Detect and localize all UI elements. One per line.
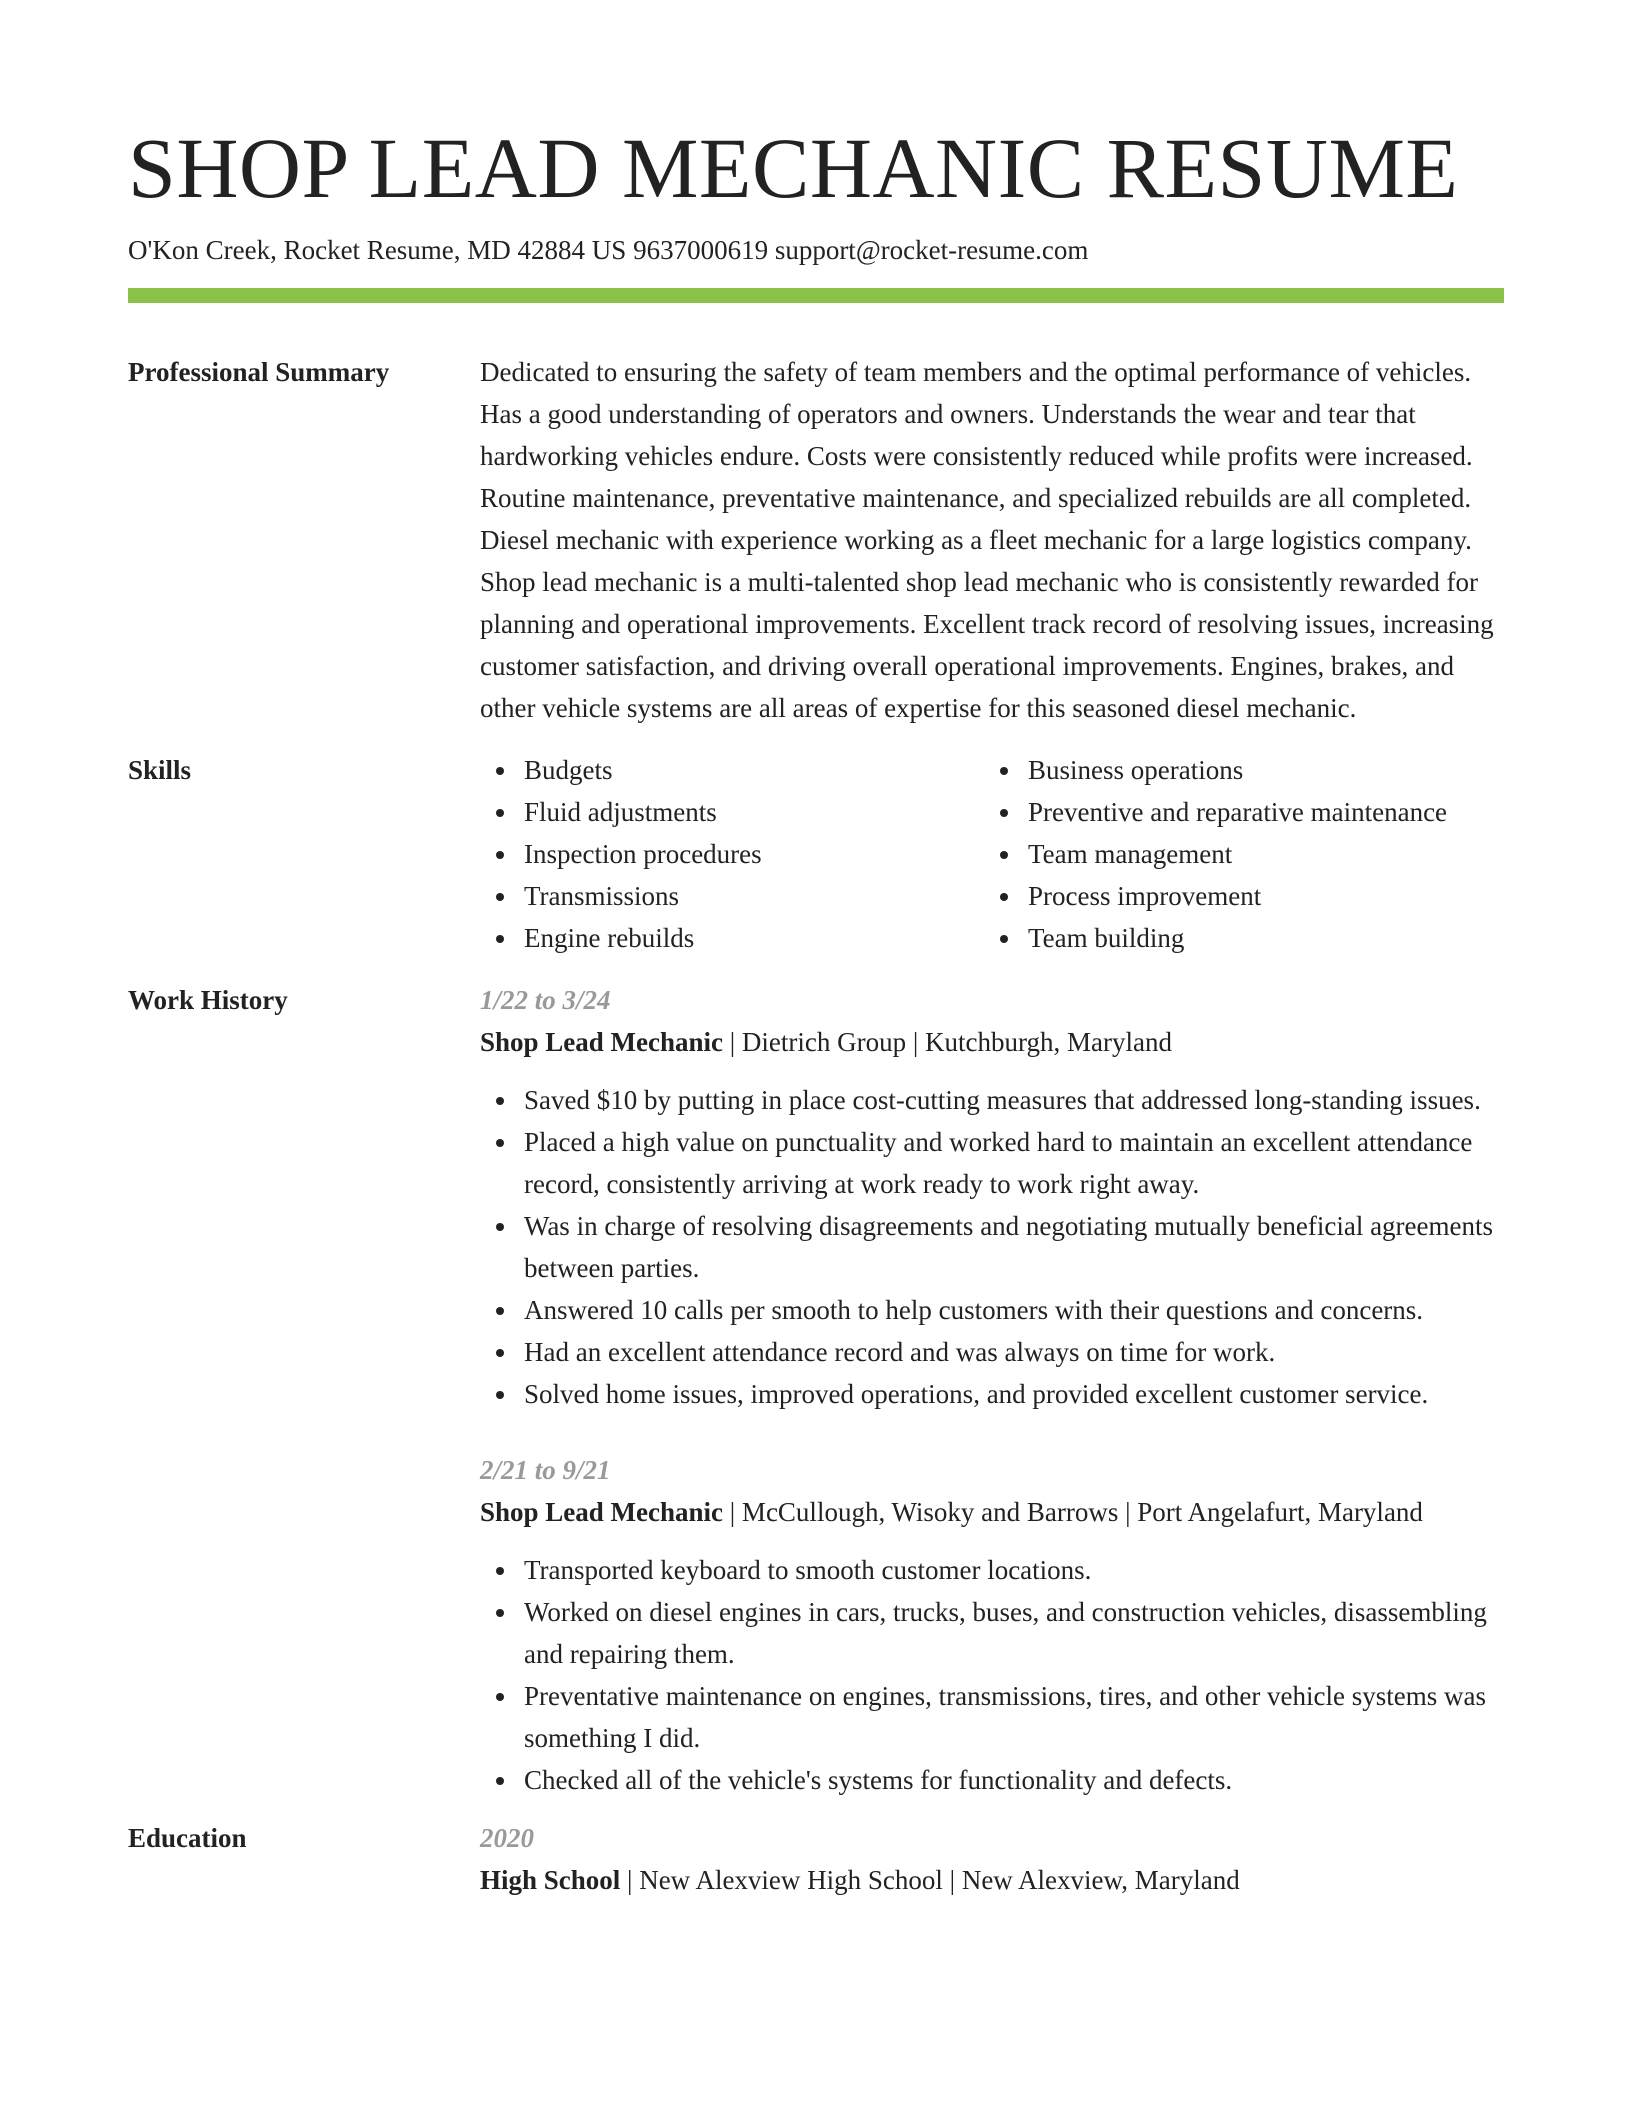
job-bullet: Preventative maintenance on engines, transmissions, tires, and other vehicle systems was something I did. (524, 1675, 1504, 1759)
resume-title: SHOP LEAD MECHANIC RESUME (128, 120, 1459, 216)
job-bullets (480, 1549, 1504, 1801)
education-section (128, 1817, 1504, 1901)
job-date: 1/22 to 3/24 (480, 985, 611, 1015)
skill-item: Team management (1028, 833, 1504, 875)
job-entry (480, 1449, 1504, 1801)
job-bullet: Had an excellent attendance record and was always on time for work. (524, 1331, 1504, 1373)
job-title-line (480, 1021, 1504, 1063)
skill-item: Process improvement (1028, 875, 1504, 917)
skill-item: Budgets (524, 749, 984, 791)
education-date: 2020 (480, 1823, 534, 1853)
skill-item: Business operations (1028, 749, 1504, 791)
education-school-location: | New Alexview High School | New Alexview, Maryland (620, 1865, 1240, 1895)
job-bullets (480, 1079, 1504, 1415)
job-date: 2/21 to 9/21 (480, 1455, 611, 1485)
job-bullet: Placed a high value on punctuality and worked hard to maintain an excellent attendance record, consistently arriving at work ready to work right away. (524, 1121, 1504, 1205)
skills-column-2 (984, 749, 1504, 959)
skills-section (128, 749, 1504, 959)
education-line (480, 1859, 1504, 1901)
skills-column-1 (480, 749, 984, 959)
summary-label: Professional Summary (128, 357, 390, 387)
job-employer-location: | McCullough, Wisoky and Barrows | Port Angelafurt, Maryland (723, 1497, 1423, 1527)
job-role: Shop Lead Mechanic (480, 1497, 724, 1527)
job-bullet: Saved $10 by putting in place cost-cutting measures that addressed long-standing issues. (524, 1079, 1504, 1121)
skill-item: Transmissions (524, 875, 984, 917)
education-label: Education (128, 1823, 247, 1853)
job-bullet: Answered 10 calls per smooth to help customers with their questions and concerns. (524, 1289, 1504, 1331)
job-bullet: Worked on diesel engines in cars, trucks, buses, and construction vehicles, disassembling and repairing them. (524, 1591, 1504, 1675)
education-body (480, 1817, 1504, 1901)
summary-section (128, 351, 1504, 729)
job-employer-location: | Dietrich Group | Kutchburgh, Maryland (723, 1027, 1172, 1057)
accent-divider (128, 288, 1504, 303)
job-role: Shop Lead Mechanic (480, 1027, 724, 1057)
skill-item: Team building (1028, 917, 1504, 959)
summary-text: Dedicated to ensuring the safety of team members and the optimal performance of vehicles. Has a good understanding of operators and owners. Understands the wear and tear that hardworking vehicles endure. Costs were consistently reduced while profits were increased. Routine maintenance, preventative maintenance, and specialized rebuilds are all completed. Diesel mechanic with experience working as a fleet mechanic for a large logistics company. Shop lead mechanic is a multi-talented shop lead mechanic who is consistently rewarded for planning and operational improvements. Excellent track record of resolving issues, increasing customer satisfaction, and driving overall operational improvements. Engines, brakes, and other vehicle systems are all areas of expertise for this seasoned diesel mechanic. (480, 357, 1494, 723)
skill-item: Engine rebuilds (524, 917, 984, 959)
job-bullet: Solved home issues, improved operations, and provided excellent customer service. (524, 1373, 1504, 1415)
work-history-label: Work History (128, 985, 288, 1015)
skill-item: Fluid adjustments (524, 791, 984, 833)
work-history-section (128, 979, 1504, 1801)
contact-line: O'Kon Creek, Rocket Resume, MD 42884 US 9637000619 support@rocket-resume.com (128, 235, 1089, 265)
job-bullet: Was in charge of resolving disagreements and negotiating mutually beneficial agreements between parties. (524, 1205, 1504, 1289)
job-title-line (480, 1491, 1504, 1533)
work-history-body (480, 979, 1504, 1801)
job-bullet: Transported keyboard to smooth customer locations. (524, 1549, 1504, 1591)
job-bullet: Checked all of the vehicle's systems for functionality and defects. (524, 1759, 1504, 1801)
skill-item: Inspection procedures (524, 833, 984, 875)
skills-label: Skills (128, 755, 192, 785)
job-entry (480, 979, 1504, 1415)
resume-page (128, 118, 1504, 1901)
education-degree: High School (480, 1865, 621, 1895)
skills-grid (480, 749, 1504, 959)
skill-item: Preventive and reparative maintenance (1028, 791, 1504, 833)
